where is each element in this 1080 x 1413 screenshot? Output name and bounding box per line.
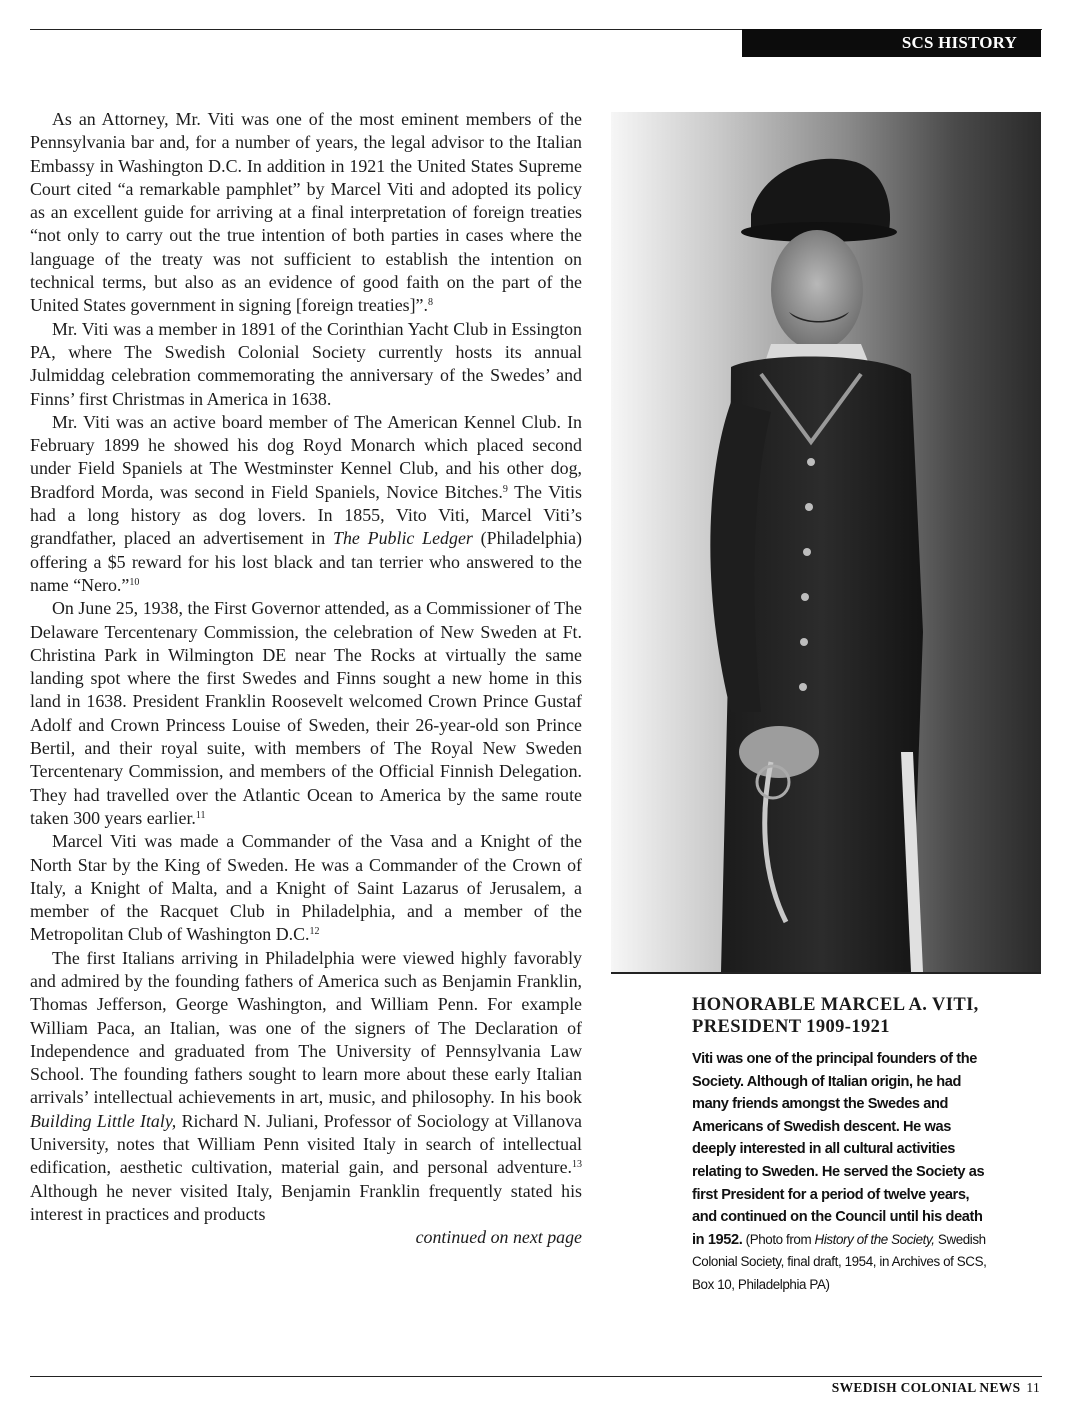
book-title: Building Little Italy, (30, 1110, 177, 1131)
section-tag: SCS HISTORY (742, 29, 1041, 57)
photo-rule (611, 972, 1041, 974)
caption-title: HONORABLE MARCEL A. VITI, PRESIDENT 1909-1921 (692, 995, 979, 1037)
paragraph-6: The first Italians arriving in Philadelphia were viewed highly favorably and admired by the founding fathers of America such as Benjamin Franklin, Thomas Jefferson, George Washington, and William Penn. For example William Paca, an Italian, was one of the signers of The Declaration of Independence and graduated from The University of Pennsylvania Law School. The founding fathers sought to learn more about these early Italian arrivals’ intellectual achievements in art, music, and philosophy. In his book Building Little Italy, Richard N. Juliani, Professor of Sociology at Villanova University, notes that William Penn visited Italy in search of intellectual edification, aesthetic cultivation, material gain, and personal adventure.$^{13}$ Although he never visited Italy, Benjamin Franklin frequently stated his interest in practices and products (30, 947, 582, 1224)
publication-title: The Public Ledger (333, 528, 473, 549)
paragraph-2: Mr. Viti was a member in 1891 of the Corinthian Yacht Club in Essington PA, where The Swedish Colonial Society currently hosts its annual Julmiddag celebration commemorating the anniversary of the Swedes’ and Finns’ first Christmas in America in 1638. (30, 318, 582, 409)
footnote-ref[interactable]: 12 (309, 926, 320, 938)
caption-text: Viti was one of the principal founders of the Society. Although of Italian origin, he had many friends amongst the Swedes and Americans of Swedish descent. He was deeply interested in all cultural activities relating to Sweden. He served the Society as first President for a period of twelve years, and continued on the Council until his death in 1952. (Photo from History of the Society, Swedish Colonial Society, final draft, 1954, in Archives of SCS, Box 10, Philadelphia PA) (692, 1051, 987, 1292)
portrait-illustration (611, 112, 1041, 972)
footnote-ref[interactable]: 9 (502, 483, 508, 495)
paragraph-3: Mr. Viti was an active board member of The American Kennel Club. In February 1899 he showed his dog Royd Monarch which placed second under Field Spaniels at The Westminster Kennel Club, and his other dog, Bradford Morda, was second in Field Spaniels, Novice Bitches.$^9$ The Vitis had a long history as dog lovers. In 1855, Vito Viti, Marcel Viti’s grandfather, placed an advertisement in The Public Ledger (Philadelphia) offering a $5 reward for his lost black and tan terrier who answered to the name “Nero.”$^{10}$ (30, 411, 583, 595)
footnote-ref[interactable]: 13 (572, 1159, 582, 1171)
paragraph-5: Marcel Viti was made a Commander of the Vasa and a Knight of the North Star by the King of Sweden. He was a Commander of the Crown of Italy, a Knight of Malta, and a Knight of Saint Lazarus of Jerusalem, a member of the Racquet Club in Philadelphia, and a member of the Metropolitan Club of Washington D.C.$^{12}$ (30, 831, 582, 945)
credit-title: History of the Society, (814, 1231, 935, 1247)
page-number: 11 (1026, 1380, 1040, 1395)
article-body (30, 108, 582, 1250)
footnote-ref[interactable]: 10 (129, 576, 140, 588)
footnote-ref[interactable]: 8 (427, 297, 433, 309)
paragraph-1: As an Attorney, Mr. Viti was one of the most eminent members of the Pennsylvania bar and, for a number of years, the legal advisor to the Italian Embassy in Washington D.C. In addition in 1921 the United States Supreme Court cited “a remarkable pamphlet” by Marcel Viti and adopted its policy as an excellent guide for arriving at a final interpretation of foreign treaties “not only to carry out the true intention of both parties in cases where the language of the treaty was not sufficient to establish the intention on technical terms, but also as an evidence of good faith on the part of the United States government in signing [foreign treaties]”.$^8$ (30, 109, 582, 316)
publication-name: SWEDISH COLONIAL NEWS (831, 1380, 1021, 1395)
footer (832, 1380, 1040, 1396)
bottom-rule (30, 1376, 1042, 1377)
footnote-ref[interactable]: 11 (195, 809, 206, 821)
portrait-photo (611, 112, 1041, 972)
paragraph-4: On June 25, 1938, the First Governor attended, as a Commissioner of The Delaware Tercentenary Commission, the celebration of New Sweden at Ft. Christina Park in Wilmington DE near The Rocks at virtually the same landing spot where the first Swedes and Finns sought a new home in this land in 1638. President Franklin Roosevelt welcomed Crown Prince Gustaf Adolf and Crown Princess Louise of Sweden, their 26-year-old son Prince Bertil, and their royal suite, with members of The Royal New Sweden Tercentenary Commission, and members of the Official Finnish Delegation. They had travelled over the Atlantic Ocean to America by the same route taken 300 years earlier.$^{11}$ (30, 598, 582, 828)
continued-link[interactable]: continued on next page (415, 1227, 582, 1248)
